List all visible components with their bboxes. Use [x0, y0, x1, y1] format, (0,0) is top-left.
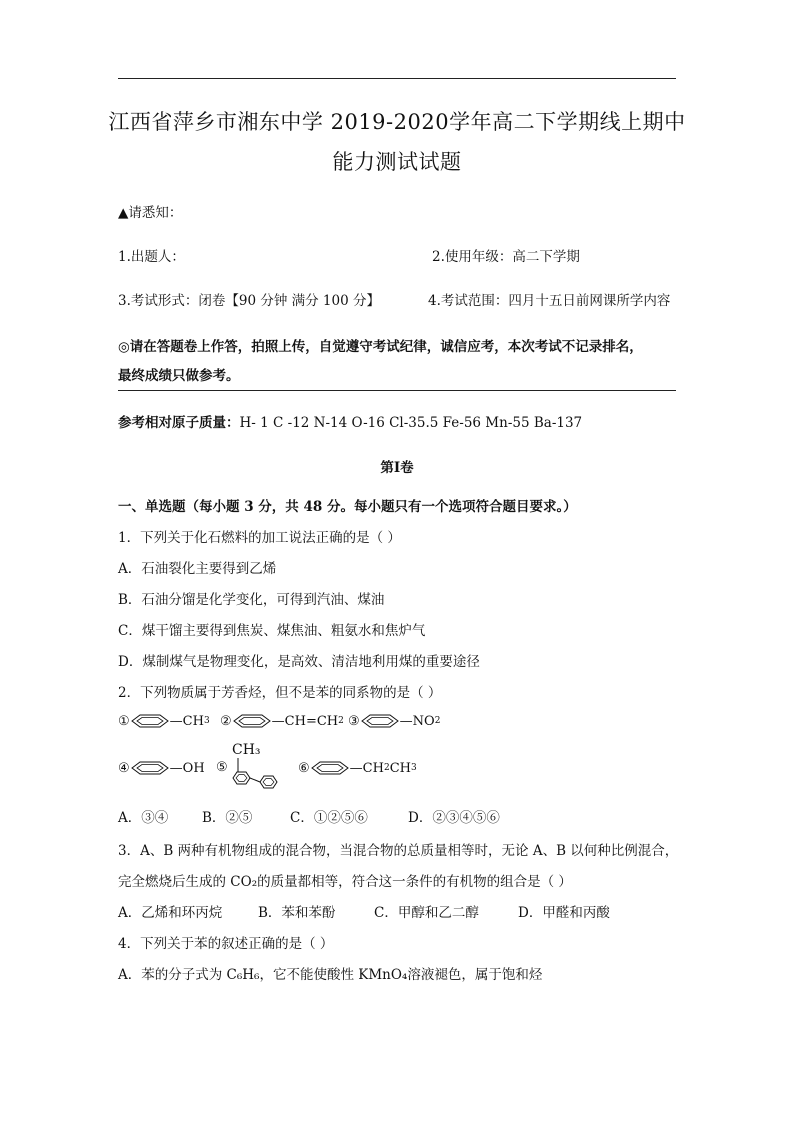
molecule-5-number: ⑤ — [216, 760, 228, 775]
q1-option-b: B．石油分馏是化学变化，可得到汽油、煤油 — [118, 592, 385, 608]
molecule-4: ④ —OH — [118, 760, 205, 776]
molecule-1: ① —CH 3 — [118, 713, 210, 729]
benzene-ring-icon — [130, 713, 170, 729]
atomic-masses-label: 参考相对原子质量： — [118, 415, 240, 431]
molecule-5-methyl-label: CH₃ — [232, 742, 261, 758]
q1-option-c: C．煤干馏主要得到焦炭、煤焦油、粗氨水和焦炉气 — [118, 623, 426, 639]
notice-scope: 4.考试范围：四月十五日前网课所学内容 — [428, 293, 671, 309]
q3-option-c: C．甲醇和乙二醇 — [374, 905, 479, 921]
notice-format: 3.考试形式：闭卷【90 分钟 满分 100 分】 — [118, 293, 380, 309]
q2-options — [118, 806, 500, 826]
biphenyl-methyl-icon — [232, 758, 284, 792]
notice-rules-line1: ◎请在答题卷上作答，拍照上传，自觉遵守考试纪律，诚信应考，本次考试不记录排名， — [118, 339, 643, 355]
q3-option-a: A．乙烯和环丙烷 — [118, 905, 223, 921]
q2-option-c: C．①②⑤⑥ — [290, 810, 368, 826]
atomic-masses — [118, 411, 582, 431]
q2-stem: 2．下列物质属于芳香烃，但不是苯的同系物的是（ ） — [118, 685, 442, 701]
q4-stem: 4．下列关于苯的叙述正确的是（ ） — [118, 936, 334, 952]
atomic-masses-values: H- 1 C -12 N-14 O-16 Cl-35.5 Fe-56 Mn-55 Ba-137 — [239, 415, 583, 431]
q3-stem-line1: 3．A、B 两种有机物组成的混合物，当混合物的总质量相等时，无论 A、B 以何种比例混合， — [118, 843, 679, 859]
top-divider — [118, 78, 676, 79]
notice-author: 1.出题人： — [118, 249, 185, 265]
document-title-line2: 能力测试试题 — [332, 150, 462, 174]
benzene-ring-icon — [130, 760, 170, 776]
q3-stem-line2: 完全燃烧后生成的 CO₂的质量都相等，符合这一条件的有机物的组合是（ ） — [118, 874, 572, 890]
benzene-ring-icon — [360, 713, 400, 729]
notice-heading: ▲请悉知： — [118, 205, 183, 221]
q1-stem: 1．下列关于化石燃料的加工说法正确的是（ ） — [118, 530, 401, 546]
notice-grade: 2.使用年级：高二下学期 — [432, 249, 580, 265]
q3-option-d: D．甲醛和丙酸 — [518, 905, 610, 921]
part-heading: 第Ⅰ卷 — [380, 460, 414, 476]
document-title-line1: 江西省萍乡市湘东中学 2019-2020学年高二下学期线上期中 — [108, 110, 686, 134]
q2-option-a: A．③④ — [118, 810, 169, 826]
molecule-3: ③ —NO 2 — [348, 713, 441, 729]
notice-divider — [118, 390, 676, 391]
notice-rules-line2: 最终成绩只做参考。 — [118, 368, 240, 384]
molecule-2: ② —CH=CH 2 — [220, 713, 344, 729]
q3-options — [118, 901, 610, 921]
benzene-ring-icon — [310, 760, 350, 776]
molecule-6: ⑥ —CH 2 CH 3 — [298, 760, 417, 776]
q4-option-a: A．苯的分子式为 C₆H₆，它不能使酸性 KMnO₄溶液褪色，属于饱和烃 — [118, 967, 543, 983]
q3-option-b: B．苯和苯酚 — [258, 905, 336, 921]
benzene-ring-icon — [232, 713, 272, 729]
q2-option-d: D．②③④⑤⑥ — [408, 810, 500, 826]
section-heading: 一、单选题（每小题 3 分，共 48 分。每小题只有一个选项符合题目要求。） — [118, 499, 577, 515]
q1-option-d: D．煤制煤气是物理变化，是高效、清洁地利用煤的重要途径 — [118, 654, 480, 670]
q2-option-b: B．②⑤ — [202, 810, 253, 826]
q1-option-a: A．石油裂化主要得到乙烯 — [118, 561, 277, 577]
